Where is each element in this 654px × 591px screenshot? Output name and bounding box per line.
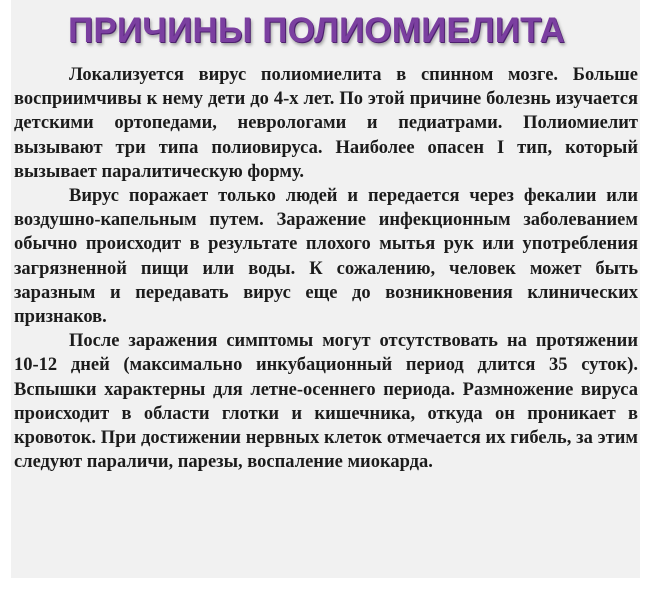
paragraph-1: Локализуется вирус полиомиелита в спинном мозге. Больше восприимчивы к нему дети до 4-х лет. По этой причине болезнь изучается детскими ортопедами, неврологами и педиатрами. Полиомиелит вызывают три типа полиовируса. Наиболее опасен I тип, который вызывает паралитическую форму.	[14, 65, 638, 182]
article-body	[14, 63, 638, 474]
paragraph-2: Вирус поражает только людей и передается через фекалии или воздушно-капельным путем. Заражение инфекционным заболеванием обычно происходит в результате плохого мытья рук или употребления загрязненной пищи или воды. К сожалению, человек может быть заразным и передавать вирус еще до возникновения клинических признаков.	[14, 186, 638, 328]
paragraph-3: После заражения симптомы могут отсутствовать на протяжении 10-12 дней (максимально инкубационный период длится 35 суток). Вспышки характерны для летне-осеннего периода. Размножение вируса происходит в области глотки и кишечника, откуда он проникает в кровоток. При достижении нервных клеток отмечается их гибель, за этим следуют параличи, парезы, воспаление миокарда.	[14, 331, 638, 473]
page-title: ПРИЧИНЫ ПОЛИОМИЕЛИТА	[68, 11, 565, 50]
